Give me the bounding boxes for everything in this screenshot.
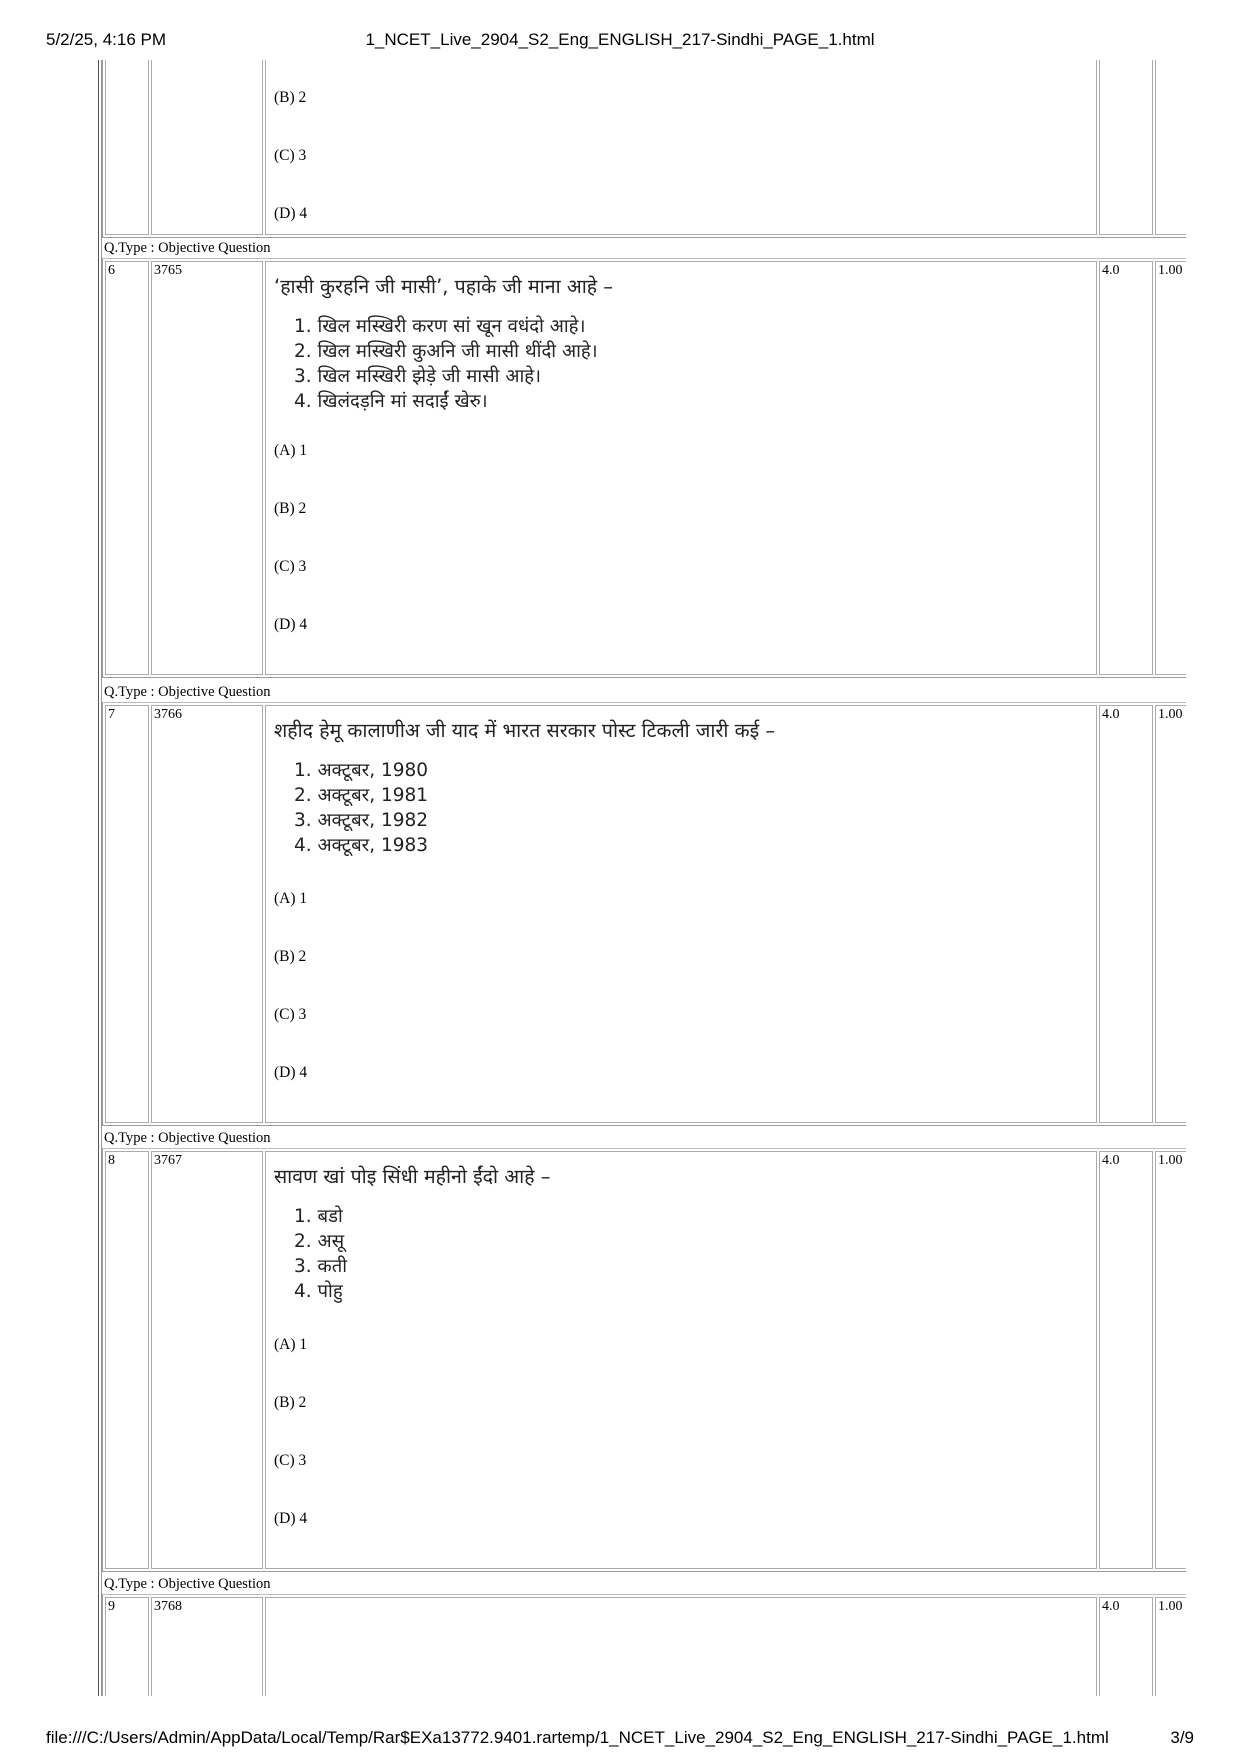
question-id: 3767 — [151, 1151, 263, 1569]
statement-item: 4. पोहु — [294, 1281, 343, 1302]
choice-c: (C) 3 — [274, 147, 307, 164]
question-type-label: Q.Type : Objective Question — [104, 240, 271, 256]
print-file-title: 1_NCET_Live_2904_S2_Eng_ENGLISH_217-Sindhi_PAGE_1.html — [365, 30, 875, 49]
choice-a: (A) 1 — [274, 890, 308, 907]
negative-marks-cell — [1155, 60, 1186, 235]
statement-item: 3. कती — [294, 1256, 348, 1277]
choice-a: (A) 1 — [274, 1336, 308, 1353]
statement-item: 2. असू — [294, 1231, 345, 1252]
choice-d: (D) 4 — [274, 616, 308, 633]
choice-c: (C) 3 — [274, 1452, 307, 1469]
question-body — [265, 261, 1097, 675]
statement-item: 2. खिल मस्खिरी कुअनि जी मासी थींदी आहे। — [294, 341, 598, 362]
question-text: सावण खां पोइ सिंधी महीनो ईंदो आहे – — [274, 1165, 551, 1188]
marks: 4.0 — [1099, 261, 1153, 675]
print-header — [46, 30, 1194, 54]
statement-list — [294, 314, 598, 414]
question-table — [98, 60, 1186, 1696]
choice-a: (A) 1 — [274, 442, 308, 459]
question-number: 8 — [105, 1151, 149, 1569]
choice-b: (B) 2 — [274, 89, 307, 106]
question-id: 3765 — [151, 261, 263, 675]
choice-d: (D) 4 — [274, 1510, 308, 1527]
negative-marks: 1.00 — [1155, 1151, 1186, 1569]
choice-b: (B) 2 — [274, 500, 307, 517]
question-body — [265, 705, 1097, 1123]
question-type-label: Q.Type : Objective Question — [104, 1576, 271, 1592]
choice-c: (C) 3 — [274, 558, 307, 575]
question-number: 7 — [105, 705, 149, 1123]
question-body — [265, 1151, 1097, 1569]
question-body — [265, 1597, 1097, 1696]
choice-b: (B) 2 — [274, 948, 307, 965]
print-file-url: file:///C:/Users/Admin/AppData/Local/Temp/Rar$EXa13772.9401.rartemp/1_NCET_Live_2904_S2_Eng_ENGLISH_217-Sindhi_PAGE_1.html — [46, 1728, 1109, 1747]
question-type-label: Q.Type : Objective Question — [104, 1130, 271, 1146]
statement-item: 3. अक्टूबर, 1982 — [294, 810, 429, 831]
question-body-cell — [265, 60, 1097, 235]
print-page-indicator: 3/9 — [1170, 1728, 1194, 1747]
question-text: शहीद हेमू कालाणीअ जी याद में भारत सरकार पोस्ट टिकली जारी कई – — [274, 719, 776, 742]
question-number-cell — [105, 60, 149, 235]
statement-list — [294, 758, 428, 858]
negative-marks: 1.00 — [1155, 705, 1186, 1123]
negative-marks: 1.00 — [1155, 261, 1186, 675]
question-row — [102, 702, 1186, 1126]
statement-item: 3. खिल मस्खिरी झेड़े जी मासी आहे। — [294, 366, 542, 387]
statement-item: 2. अक्टूबर, 1981 — [294, 785, 429, 806]
question-text: ‘हासी कुरहनि जी मासी’, पहाके जी माना आहे – — [274, 275, 614, 298]
statement-list — [294, 1204, 347, 1304]
question-number: 9 — [105, 1597, 149, 1696]
statement-item: 4. अक्टूबर, 1983 — [294, 835, 429, 856]
question-id: 3766 — [151, 705, 263, 1123]
question-type-label: Q.Type : Objective Question — [104, 684, 271, 700]
marks: 4.0 — [1099, 1151, 1153, 1569]
negative-marks: 1.00 — [1155, 1597, 1186, 1696]
print-datetime: 5/2/25, 4:16 PM — [46, 30, 167, 49]
question-id-cell — [151, 60, 263, 235]
statement-item: 1. बडो — [294, 1206, 343, 1227]
choice-c: (C) 3 — [274, 1006, 307, 1023]
print-footer — [46, 1728, 1194, 1752]
marks: 4.0 — [1099, 705, 1153, 1123]
statement-item: 1. खिल मस्खिरी करण सां खून वधंदो आहे। — [294, 316, 586, 337]
question-id: 3768 — [151, 1597, 263, 1696]
marks: 4.0 — [1099, 1597, 1153, 1696]
question-row — [102, 1594, 1186, 1696]
choice-d: (D) 4 — [274, 1064, 308, 1081]
choice-d: (D) 4 — [274, 205, 308, 222]
question-row — [102, 258, 1186, 678]
statement-item: 1. अक्टूबर, 1980 — [294, 760, 429, 781]
statement-item: 4. खिलंदड़नि मां सदाईं खेरु। — [294, 391, 488, 412]
question-row-fragment — [102, 60, 1186, 238]
question-row — [102, 1148, 1186, 1572]
question-number: 6 — [105, 261, 149, 675]
marks-cell — [1099, 60, 1153, 235]
choice-b: (B) 2 — [274, 1394, 307, 1411]
